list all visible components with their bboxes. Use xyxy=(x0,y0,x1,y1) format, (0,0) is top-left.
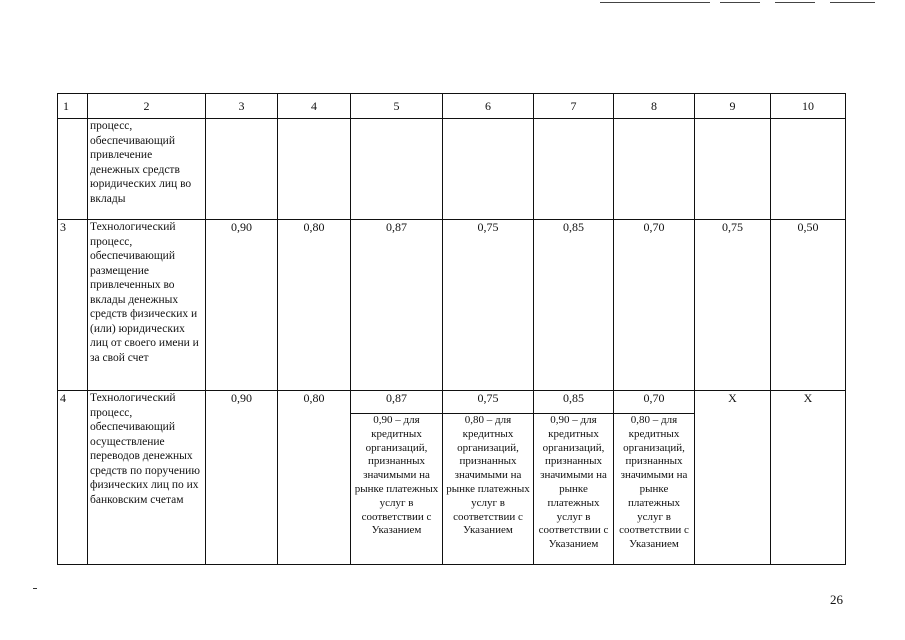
value-cell xyxy=(443,119,534,220)
scan-artifact-dash xyxy=(33,588,37,589)
header-cell: 1 xyxy=(58,94,88,119)
description-cell: процесс, обеспечивающий привлечение денежных средств юридических лиц во вклады xyxy=(88,119,206,220)
value-cell xyxy=(695,119,771,220)
page-number: 26 xyxy=(830,592,843,607)
note-cell: 0,90 – для кредитных организаций, признанных значимыми на рынке платежных услуг в соответствии с Указанием xyxy=(351,414,443,565)
scan-artifact-line xyxy=(720,2,760,3)
index-cell: 4 xyxy=(58,391,88,565)
value-cell: 0,80 xyxy=(278,220,351,391)
value-cell: X xyxy=(695,391,771,565)
table-row-3 xyxy=(58,220,846,391)
index-cell: 3 xyxy=(58,220,88,391)
header-cell: 4 xyxy=(278,94,351,119)
value-cell: 0,70 xyxy=(614,391,695,414)
note-cell: 0,80 – для кредитных организаций, признанных значимыми на рынке платежных услуг в соответствии с Указанием xyxy=(614,414,695,565)
scan-artifact-line xyxy=(775,2,815,3)
value-cell xyxy=(614,119,695,220)
header-cell: 8 xyxy=(614,94,695,119)
header-cell: 2 xyxy=(88,94,206,119)
value-cell: 0,75 xyxy=(443,220,534,391)
value-cell: 0,70 xyxy=(614,220,695,391)
index-cell xyxy=(58,119,88,220)
scan-artifact-line xyxy=(600,2,710,3)
table-header-row xyxy=(58,94,846,119)
value-cell: 0,75 xyxy=(695,220,771,391)
description-cell: Технологический процесс, обеспечивающий размещение привлеченных во вклады денежных средств физических и (или) юридических лиц от своего имени и за свой счет xyxy=(88,220,206,391)
value-cell xyxy=(206,119,278,220)
table-row-continuation xyxy=(58,119,846,220)
value-cell: 0,85 xyxy=(534,220,614,391)
header-cell: 9 xyxy=(695,94,771,119)
header-cell: 5 xyxy=(351,94,443,119)
value-cell: 0,85 xyxy=(534,391,614,414)
header-cell: 7 xyxy=(534,94,614,119)
table-row-4 xyxy=(58,391,846,414)
value-cell: 0,90 xyxy=(206,391,278,565)
header-cell: 6 xyxy=(443,94,534,119)
note-cell: 0,80 – для кредитных организаций, признанных значимыми на рынке платежных услуг в соответствии с Указанием xyxy=(443,414,534,565)
value-cell xyxy=(534,119,614,220)
value-cell xyxy=(351,119,443,220)
value-cell: 0,87 xyxy=(351,391,443,414)
value-cell xyxy=(278,119,351,220)
value-cell: 0,75 xyxy=(443,391,534,414)
value-cell: 0,50 xyxy=(771,220,846,391)
value-cell: 0,90 xyxy=(206,220,278,391)
value-cell: 0,87 xyxy=(351,220,443,391)
value-cell: X xyxy=(771,391,846,565)
coefficients-table xyxy=(57,93,846,565)
value-cell xyxy=(771,119,846,220)
note-cell: 0,90 – для кредитных организаций, признанных значимыми на рынке платежных услуг в соответствии с Указанием xyxy=(534,414,614,565)
value-cell: 0,80 xyxy=(278,391,351,565)
header-cell: 10 xyxy=(771,94,846,119)
header-cell: 3 xyxy=(206,94,278,119)
scan-artifact-line xyxy=(830,2,875,3)
description-cell: Технологический процесс, обеспечивающий осуществление переводов денежных средств по поручению физических лиц по их банковским счетам xyxy=(88,391,206,565)
